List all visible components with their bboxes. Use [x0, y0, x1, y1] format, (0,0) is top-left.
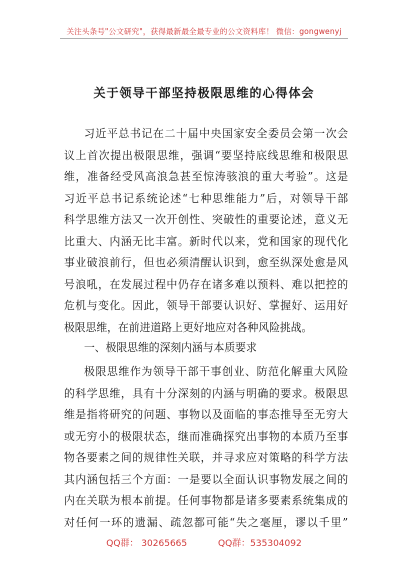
text-line: 维是指将研究的问题、事物以及面临的事态推导至无穷大 — [64, 408, 348, 421]
text-line: 号浪吼，在发展过程中仍存在诸多难以预料、难以把控的 — [64, 277, 348, 291]
qq-group-1: QQ群： 30265665 — [106, 539, 188, 549]
text-line: 其内涵包括三个方面：一是要以全面认识事物发展之间的 — [64, 472, 348, 486]
text-line: 科学思维方法又一次开创性、突破性的重要论述，意义无 — [64, 213, 348, 226]
text-line: 危机与变化。因此，领导干部要认识好、掌握好、运用好 — [64, 299, 348, 312]
text-line: 习近平总书记系统论述“七种思维能力”后，对领导干部 — [64, 191, 348, 205]
text-line: 习近平总书记在二十届中央国家安全委员会第一次会 — [84, 127, 348, 140]
text-line: 议上首次提出极限思维，强调“要坚持底线思维和极限思 — [64, 148, 348, 162]
header-banner: 关注头条号"公文研究"，获得最新最全最专业的公文资料库！ 微信：gongwenyj — [66, 27, 342, 36]
footer-contact — [0, 536, 408, 549]
text-line: 对任何一环的遗漏、疏忽都可能“失之毫厘，谬以千里” — [64, 515, 348, 529]
section-heading — [64, 337, 348, 359]
document-title: 关于领导干部坚持极限思维的心得体会 — [93, 86, 315, 100]
text-line: 极限思维，在前进道路上更好地应对各种风险挑战。 — [64, 320, 313, 334]
header-divider — [60, 38, 348, 39]
text-line: 比重大、内涵无比丰富。新时代以来，党和国家的现代化 — [64, 234, 348, 248]
text-line: 维，准备经受风高浪急甚至惊涛骇浪的重大考验”。这是 — [64, 170, 348, 183]
text-line: 事业破浪前行，但也必须清醒认识到，愈至纵深处愈是风 — [64, 256, 348, 269]
text-line: 的科学思维，具有十分深刻的内涵与明确的要求。极限思 — [64, 386, 348, 400]
text-line: 内在关联为根本前提。任何事物都是诸多要素系统集成的 — [64, 494, 348, 507]
text-line: 物各要素之间的规律性关联，并寻求应对策略的科学方法 — [64, 451, 348, 464]
text-line: 极限思维作为领导干部干事创业、防范化解重大风险 — [84, 365, 348, 378]
qq-group-2: QQ群：535304092 — [218, 539, 302, 549]
paragraph-section-one — [64, 361, 348, 533]
section-heading-text: 一、极限思维的深刻内涵与本质要求 — [84, 341, 257, 354]
text-line: 或无穷小的极限状态，继而准确探究出事物的本质乃至事 — [64, 429, 348, 443]
paragraph-intro — [64, 123, 348, 338]
